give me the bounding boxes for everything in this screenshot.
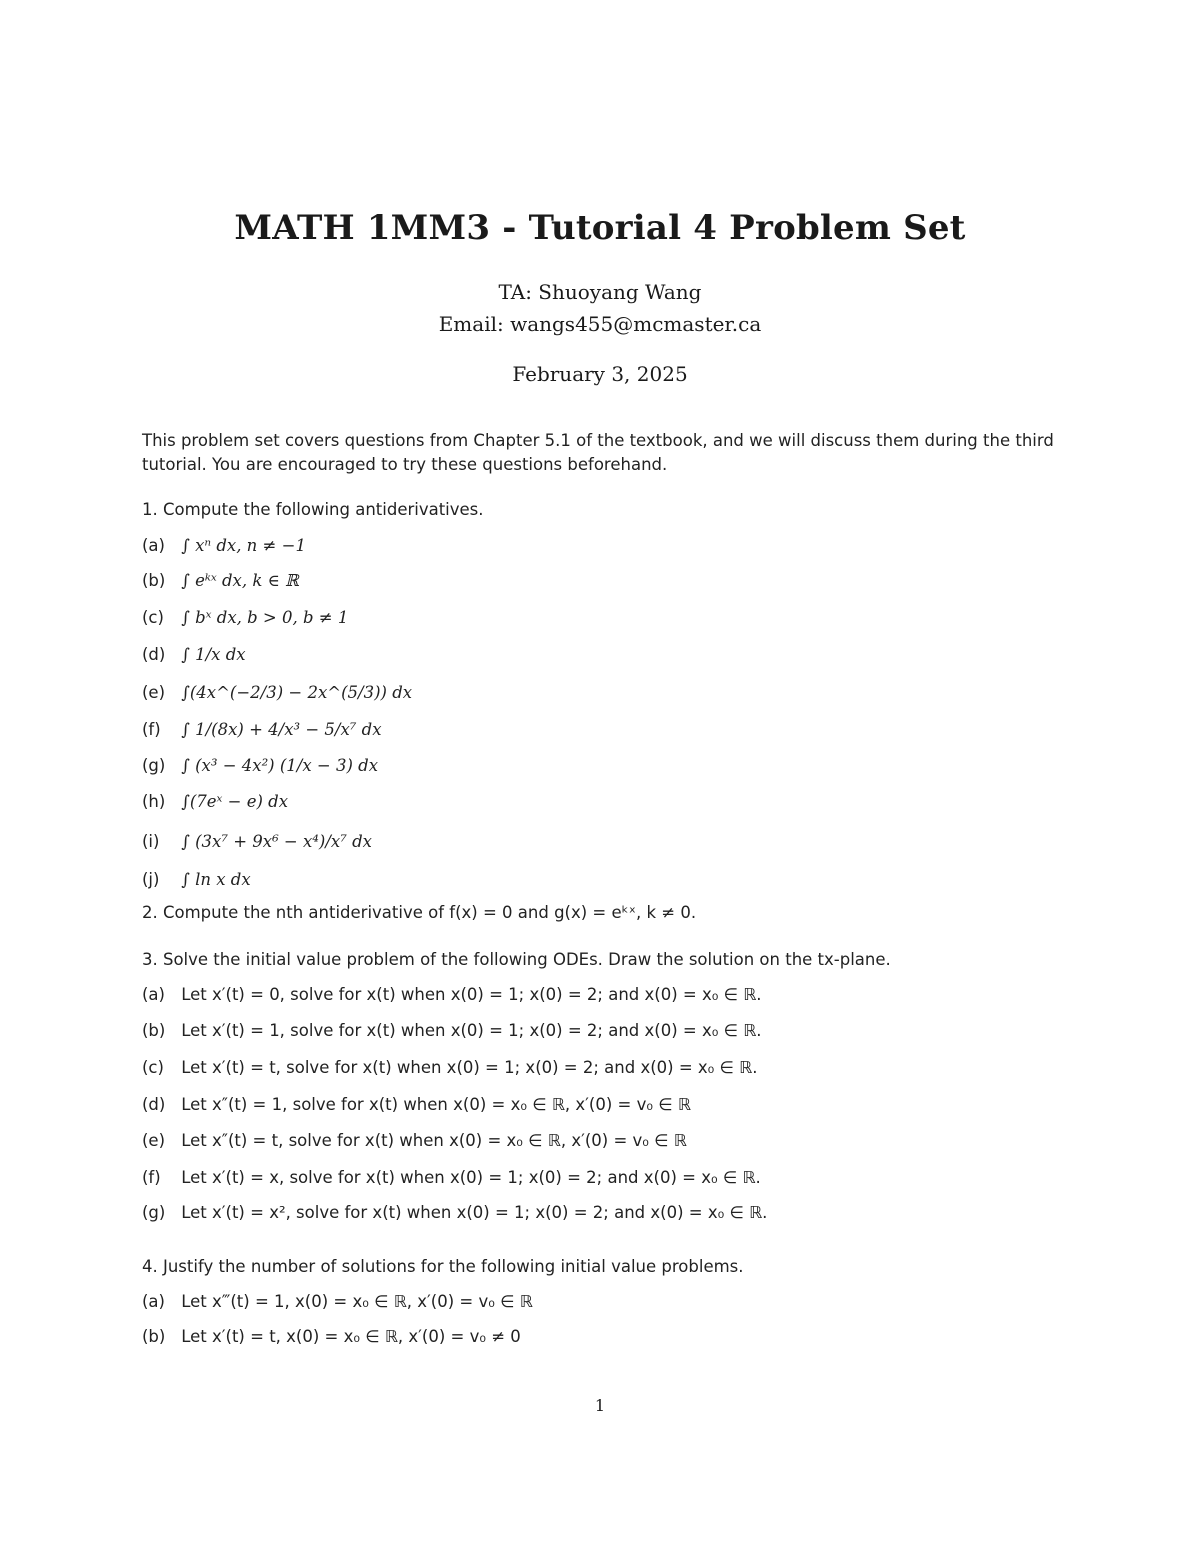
item-label: (a) <box>142 536 165 555</box>
q1-item <box>142 868 251 892</box>
q3-item <box>142 1129 687 1153</box>
item-label: (g) <box>142 756 166 775</box>
item-label: (i) <box>142 832 160 851</box>
q3-item <box>142 1056 757 1080</box>
item-expression: ∫(7eˣ − e) dx <box>181 792 289 811</box>
item-label: (e) <box>142 683 166 702</box>
item-label: (f) <box>142 1168 161 1187</box>
item-expression: ∫ ln x dx <box>181 870 251 889</box>
q1-heading: 1. Compute the following antiderivatives. <box>142 500 484 519</box>
item-expression: ∫ bˣ dx, b > 0, b ≠ 1 <box>181 608 349 627</box>
item-expression: Let x″(t) = t, solve for x(t) when x(0) = x₀ ∈ ℝ, x′(0) = v₀ ∈ ℝ <box>181 1131 687 1150</box>
item-label: (c) <box>142 608 164 627</box>
q1-item <box>142 569 299 593</box>
q3-item <box>142 1093 691 1117</box>
q4-item <box>142 1325 521 1349</box>
item-expression: Let x′(t) = x², solve for x(t) when x(0) = 1; x(0) = 2; and x(0) = x₀ ∈ ℝ. <box>181 1203 768 1222</box>
item-expression: ∫ xⁿ dx, n ≠ −1 <box>181 536 306 555</box>
item-label: (b) <box>142 1327 166 1346</box>
item-label: (b) <box>142 1021 166 1040</box>
item-label: (f) <box>142 720 161 739</box>
q2-text: 2. Compute the nth antiderivative of f(x) = 0 and g(x) = eᵏˣ, k ≠ 0. <box>142 903 697 922</box>
item-label: (d) <box>142 645 166 664</box>
q3-heading: 3. Solve the initial value problem of the following ODEs. Draw the solution on the tx-plane. <box>142 950 891 969</box>
item-label: (a) <box>142 1292 165 1311</box>
item-expression: Let x′(t) = t, solve for x(t) when x(0) = 1; x(0) = 2; and x(0) = x₀ ∈ ℝ. <box>181 1058 758 1077</box>
item-label: (a) <box>142 985 165 1004</box>
item-expression: ∫ 1/(8x) + 4/x³ − 5/x⁷ dx <box>181 720 382 739</box>
q1-item <box>142 606 348 630</box>
item-expression: ∫ (3x⁷ + 9x⁶ − x⁴)/x⁷ dx <box>181 832 372 851</box>
q1-item <box>142 790 288 814</box>
q1-item <box>142 754 378 778</box>
item-label: (j) <box>142 870 160 889</box>
q3-item <box>142 1019 762 1043</box>
q1-item <box>142 830 372 854</box>
item-expression: ∫ 1/x dx <box>181 645 246 664</box>
q1-item <box>142 643 246 667</box>
item-label: (h) <box>142 792 166 811</box>
item-label: (b) <box>142 571 166 590</box>
ta-email: Email: wangs455@mcmaster.ca <box>438 312 762 336</box>
item-expression: Let x′(t) = x, solve for x(t) when x(0) = 1; x(0) = 2; and x(0) = x₀ ∈ ℝ. <box>181 1168 761 1187</box>
document-date: February 3, 2025 <box>512 362 688 386</box>
page-title: MATH 1MM3 - Tutorial 4 Problem Set <box>234 208 966 248</box>
q3-item <box>142 1166 761 1190</box>
intro-paragraph: This problem set covers questions from Chapter 5.1 of the textbook, and we will discuss them during the third tutorial. You are encouraged to try these questions beforehand. <box>142 431 1054 474</box>
item-label: (g) <box>142 1203 166 1222</box>
item-expression: ∫ (x³ − 4x²) (1/x − 3) dx <box>181 756 379 775</box>
q1-item <box>142 681 412 705</box>
item-expression: Let x′(t) = 0, solve for x(t) when x(0) = 1; x(0) = 2; and x(0) = x₀ ∈ ℝ. <box>181 985 762 1004</box>
q4-item <box>142 1290 533 1314</box>
item-expression: Let x′(t) = 1, solve for x(t) when x(0) = 1; x(0) = 2; and x(0) = x₀ ∈ ℝ. <box>181 1021 762 1040</box>
q1-item <box>142 534 306 558</box>
item-label: (c) <box>142 1058 164 1077</box>
item-expression: Let x′(t) = t, x(0) = x₀ ∈ ℝ, x′(0) = v₀ ≠ 0 <box>181 1327 521 1346</box>
item-expression: Let x‴(t) = 1, x(0) = x₀ ∈ ℝ, x′(0) = v₀ ∈ ℝ <box>181 1292 533 1311</box>
ta-name: TA: Shuoyang Wang <box>498 280 702 304</box>
q3-item <box>142 983 762 1007</box>
item-expression: Let x″(t) = 1, solve for x(t) when x(0) = x₀ ∈ ℝ, x′(0) = v₀ ∈ ℝ <box>181 1095 691 1114</box>
item-label: (e) <box>142 1131 166 1150</box>
item-expression: ∫ eᵏˣ dx, k ∈ ℝ <box>181 571 299 590</box>
item-label: (d) <box>142 1095 166 1114</box>
q3-item <box>142 1201 767 1225</box>
item-expression: ∫(4x^(−2/3) − 2x^(5/3)) dx <box>181 683 413 702</box>
q4-heading: 4. Justify the number of solutions for the following initial value problems. <box>142 1257 744 1276</box>
q1-item <box>142 718 382 742</box>
page-number: 1 <box>594 1396 606 1415</box>
